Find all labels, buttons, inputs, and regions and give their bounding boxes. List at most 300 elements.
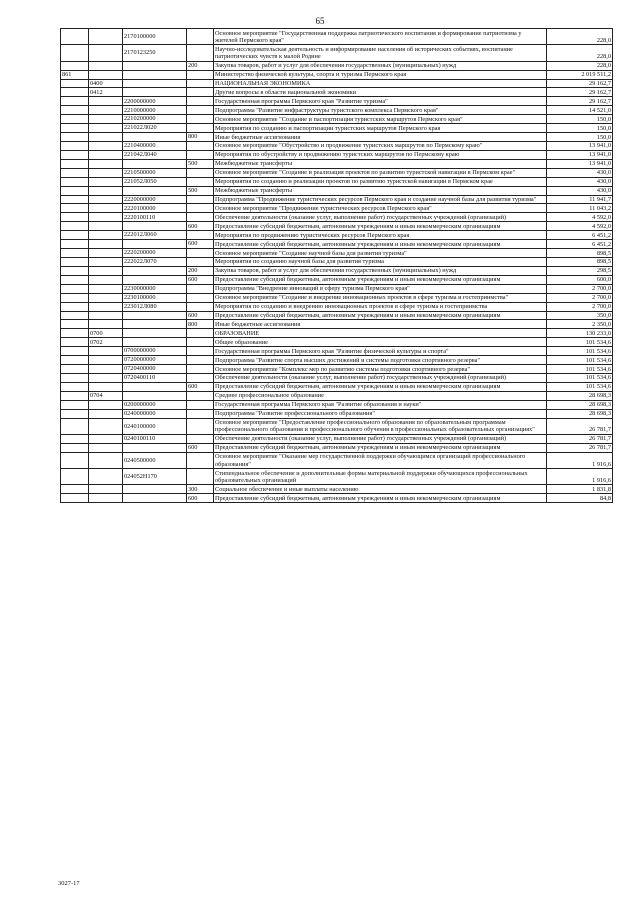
table-row: [61, 418, 613, 434]
section-code-cell: [89, 266, 123, 275]
section-code-cell: [89, 382, 123, 391]
expense-type-cell: 600: [187, 443, 214, 452]
amount-cell: 228,0: [547, 61, 613, 70]
department-code-cell: [61, 150, 89, 159]
item-name-cell: Основное мероприятие "Обустройство и продвижение туристских маршрутов по Пермскому краю": [214, 141, 547, 150]
expense-type-cell: [187, 45, 214, 61]
item-name-cell: Предоставление субсидий бюджетным, автономным учреждениям и иным некоммерческим организациям: [214, 240, 547, 249]
department-code-cell: [61, 222, 89, 231]
target-article-cell: [123, 61, 187, 70]
table-row: [61, 231, 613, 240]
amount-cell: 1 916,6: [547, 469, 613, 485]
target-article-cell: [123, 70, 187, 79]
department-code-cell: [61, 365, 89, 374]
target-article-cell: 222022Л070: [123, 257, 187, 266]
section-code-cell: [89, 195, 123, 204]
expense-type-cell: [187, 70, 214, 79]
department-code-cell: [61, 106, 89, 115]
section-code-cell: [89, 45, 123, 61]
table-row: [61, 347, 613, 356]
item-name-cell: Государственная программа Пермского края "Развитие физической культуры и спорта": [214, 347, 547, 356]
section-code-cell: [89, 293, 123, 302]
section-code-cell: [89, 177, 123, 186]
item-name-cell: Общее образование: [214, 338, 547, 347]
department-code-cell: [61, 195, 89, 204]
expense-type-cell: 200: [187, 61, 214, 70]
department-code-cell: [61, 320, 89, 329]
department-code-cell: [61, 338, 89, 347]
item-name-cell: Предоставление субсидий бюджетным, автономным учреждениям и иным некоммерческим организациям: [214, 311, 547, 320]
table-row: [61, 61, 613, 70]
section-code-cell: [89, 249, 123, 258]
department-code-cell: [61, 452, 89, 468]
item-name-cell: Основное мероприятие "Создание и реализация проектов по развитию туристской навигации в Пермском крае": [214, 168, 547, 177]
expense-type-cell: [187, 106, 214, 115]
target-article-cell: [123, 338, 187, 347]
department-code-cell: [61, 141, 89, 150]
table-row: [61, 434, 613, 443]
expense-type-cell: 500: [187, 186, 214, 195]
department-code-cell: [61, 400, 89, 409]
expense-type-cell: [187, 249, 214, 258]
amount-cell: 101 534,6: [547, 356, 613, 365]
department-code-cell: [61, 329, 89, 338]
department-code-cell: [61, 293, 89, 302]
expense-type-cell: [187, 257, 214, 266]
amount-cell: 26 781,7: [547, 434, 613, 443]
expense-type-cell: [187, 124, 214, 133]
item-name-cell: Предоставление субсидий бюджетным, автономным учреждениям и иным некоммерческим организациям: [214, 494, 547, 503]
target-article-cell: 0720400110: [123, 373, 187, 382]
table-row: [61, 400, 613, 409]
department-code-cell: [61, 97, 89, 106]
department-code-cell: [61, 311, 89, 320]
expense-type-cell: 800: [187, 133, 214, 142]
department-code-cell: [61, 88, 89, 97]
section-code-cell: [89, 133, 123, 142]
item-name-cell: Основное мероприятие "Создание и паспортизация туристских маршрутов Пермского края": [214, 115, 547, 124]
table-row: [61, 97, 613, 106]
target-article-cell: 221052Л050: [123, 177, 187, 186]
department-code-cell: [61, 79, 89, 88]
item-name-cell: НАЦИОНАЛЬНАЯ ЭКОНОМИКА: [214, 79, 547, 88]
department-code-cell: [61, 168, 89, 177]
section-code-cell: 0702: [89, 338, 123, 347]
section-code-cell: [89, 168, 123, 177]
item-name-cell: Межбюджетные трансферты: [214, 159, 547, 168]
expense-type-cell: [187, 204, 214, 213]
item-name-cell: Основное мероприятие "Создание научной базы для развития туризма": [214, 249, 547, 258]
section-code-cell: [89, 124, 123, 133]
amount-cell: 13 941,0: [547, 150, 613, 159]
target-article-cell: [123, 391, 187, 400]
expense-type-cell: [187, 195, 214, 204]
amount-cell: 298,5: [547, 266, 613, 275]
section-code-cell: 0412: [89, 88, 123, 97]
section-code-cell: [89, 373, 123, 382]
table-row: [61, 311, 613, 320]
target-article-cell: [123, 266, 187, 275]
amount-cell: 29 162,7: [547, 88, 613, 97]
section-code-cell: [89, 452, 123, 468]
section-code-cell: [89, 400, 123, 409]
item-name-cell: ОБРАЗОВАНИЕ: [214, 329, 547, 338]
target-article-cell: 2210400000: [123, 141, 187, 150]
amount-cell: 28 698,3: [547, 409, 613, 418]
table-row: [61, 320, 613, 329]
section-code-cell: [89, 231, 123, 240]
department-code-cell: [61, 356, 89, 365]
expense-type-cell: [187, 434, 214, 443]
target-article-cell: [123, 159, 187, 168]
expense-type-cell: [187, 373, 214, 382]
target-article-cell: [123, 79, 187, 88]
table-row: [61, 266, 613, 275]
target-article-cell: 221022Л020: [123, 124, 187, 133]
target-article-cell: 0240500000: [123, 452, 187, 468]
section-code-cell: [89, 106, 123, 115]
department-code-cell: [61, 302, 89, 311]
department-code-cell: [61, 29, 89, 45]
amount-cell: 11 941,7: [547, 195, 613, 204]
target-article-cell: [123, 329, 187, 338]
target-article-cell: 2210000000: [123, 106, 187, 115]
expense-type-cell: [187, 141, 214, 150]
item-name-cell: Мероприятия по созданию и паспортизации туристских маршрутов Пермского края: [214, 124, 547, 133]
department-code-cell: [61, 443, 89, 452]
amount-cell: 101 534,6: [547, 365, 613, 374]
item-name-cell: Закупка товаров, работ и услуг для обеспечения государственных (муниципальных) нужд: [214, 266, 547, 275]
amount-cell: 2 019 511,2: [547, 70, 613, 79]
section-code-cell: 0704: [89, 391, 123, 400]
target-article-cell: 221042Л040: [123, 150, 187, 159]
department-code-cell: [61, 275, 89, 284]
amount-cell: 1 916,6: [547, 452, 613, 468]
item-name-cell: Стипендиальное обеспечение и дополнительные формы материальной поддержки обучающихся профессиональных образовательных организаций: [214, 469, 547, 485]
target-article-cell: 2220000000: [123, 195, 187, 204]
expense-type-cell: [187, 329, 214, 338]
section-code-cell: [89, 204, 123, 213]
table-row: [61, 213, 613, 222]
section-code-cell: [89, 347, 123, 356]
item-name-cell: Другие вопросы в области национальной экономики: [214, 88, 547, 97]
amount-cell: 101 534,6: [547, 347, 613, 356]
expense-type-cell: [187, 79, 214, 88]
budget-table: [60, 28, 613, 503]
table-row: [61, 365, 613, 374]
section-code-cell: [89, 443, 123, 452]
item-name-cell: Подпрограмма "Внедрение инноваций в сферу туризма Пермского края": [214, 284, 547, 293]
table-row: [61, 249, 613, 258]
amount-cell: 150,0: [547, 115, 613, 124]
target-article-cell: 0240000000: [123, 409, 187, 418]
item-name-cell: Предоставление субсидий бюджетным, автономным учреждениям и иным некоммерческим организациям: [214, 382, 547, 391]
item-name-cell: Мероприятия по продвижению туристических ресурсов Пермского края: [214, 231, 547, 240]
item-name-cell: Мероприятия по созданию и реализации проектов по развитию туристской навигации в Пермском крае: [214, 177, 547, 186]
table-row: [61, 124, 613, 133]
target-article-cell: 0240100000: [123, 418, 187, 434]
target-article-cell: 0700000000: [123, 347, 187, 356]
section-code-cell: [89, 61, 123, 70]
item-name-cell: Закупка товаров, работ и услуг для обеспечения государственных (муниципальных) нужд: [214, 61, 547, 70]
expense-type-cell: [187, 302, 214, 311]
section-code-cell: [89, 240, 123, 249]
department-code-cell: [61, 204, 89, 213]
expense-type-cell: [187, 168, 214, 177]
amount-cell: 14 521,0: [547, 106, 613, 115]
expense-type-cell: 600: [187, 222, 214, 231]
amount-cell: 350,0: [547, 311, 613, 320]
table-row: [61, 141, 613, 150]
department-code-cell: [61, 373, 89, 382]
section-code-cell: [89, 365, 123, 374]
amount-cell: 150,0: [547, 133, 613, 142]
table-row: [61, 329, 613, 338]
department-code-cell: [61, 177, 89, 186]
target-article-cell: 222012Л060: [123, 231, 187, 240]
amount-cell: 28 698,3: [547, 391, 613, 400]
department-code-cell: [61, 469, 89, 485]
table-row: [61, 302, 613, 311]
department-code-cell: [61, 159, 89, 168]
section-code-cell: [89, 356, 123, 365]
amount-cell: 430,0: [547, 168, 613, 177]
amount-cell: 28 698,3: [547, 400, 613, 409]
department-code-cell: [61, 231, 89, 240]
department-code-cell: [61, 266, 89, 275]
table-row: [61, 150, 613, 159]
amount-cell: 29 162,7: [547, 79, 613, 88]
section-code-cell: [89, 320, 123, 329]
target-article-cell: 2220100110: [123, 213, 187, 222]
table-row: [61, 45, 613, 61]
amount-cell: 101 534,6: [547, 382, 613, 391]
table-row: [61, 382, 613, 391]
section-code-cell: [89, 257, 123, 266]
amount-cell: 150,0: [547, 124, 613, 133]
item-name-cell: Подпрограмма "Развитие профессионального образования": [214, 409, 547, 418]
section-code-cell: [89, 275, 123, 284]
amount-cell: 228,0: [547, 45, 613, 61]
table-row: [61, 222, 613, 231]
target-article-cell: 024052Н170: [123, 469, 187, 485]
expense-type-cell: [187, 293, 214, 302]
item-name-cell: Основное мероприятие "Комплекс мер по развитию системы подготовки спортивного резерва": [214, 365, 547, 374]
department-code-cell: [61, 284, 89, 293]
section-code-cell: [89, 213, 123, 222]
department-code-cell: [61, 61, 89, 70]
item-name-cell: Иные бюджетные ассигнования: [214, 320, 547, 329]
table-row: [61, 356, 613, 365]
expense-type-cell: [187, 231, 214, 240]
amount-cell: 2 700,0: [547, 284, 613, 293]
expense-type-cell: 600: [187, 240, 214, 249]
amount-cell: 29 162,7: [547, 97, 613, 106]
expense-type-cell: [187, 97, 214, 106]
amount-cell: 6 451,2: [547, 231, 613, 240]
section-code-cell: [89, 469, 123, 485]
amount-cell: 130 233,0: [547, 329, 613, 338]
section-code-cell: [89, 418, 123, 434]
section-code-cell: 0400: [89, 79, 123, 88]
table-row: [61, 257, 613, 266]
department-code-cell: [61, 124, 89, 133]
amount-cell: 84,8: [547, 494, 613, 503]
amount-cell: 2 350,0: [547, 320, 613, 329]
section-code-cell: [89, 115, 123, 124]
target-article-cell: 2200000000: [123, 97, 187, 106]
department-code-cell: [61, 494, 89, 503]
target-article-cell: 2170123250: [123, 45, 187, 61]
expense-type-cell: [187, 418, 214, 434]
expense-type-cell: [187, 284, 214, 293]
expense-type-cell: [187, 391, 214, 400]
target-article-cell: [123, 133, 187, 142]
table-row: [61, 204, 613, 213]
item-name-cell: Подпрограмма "Продвижение туристических ресурсов Пермского края и создание научной базы для развития туризма": [214, 195, 547, 204]
department-code-cell: [61, 213, 89, 222]
item-name-cell: Основное мероприятие "Продвижение туристических ресурсов Пермского края": [214, 204, 547, 213]
table-row: [61, 133, 613, 142]
table-row: [61, 452, 613, 468]
department-code-cell: [61, 45, 89, 61]
table-row: [61, 284, 613, 293]
amount-cell: 898,5: [547, 257, 613, 266]
item-name-cell: Основное мероприятие "Создание и внедрение инновационных проектов в сфере туризма и гостеприимства": [214, 293, 547, 302]
section-code-cell: [89, 409, 123, 418]
item-name-cell: Мероприятия по обустройству и продвижению туристских маршрутов по Пермскому краю: [214, 150, 547, 159]
amount-cell: 2 700,0: [547, 302, 613, 311]
amount-cell: 13 941,0: [547, 141, 613, 150]
target-article-cell: [123, 88, 187, 97]
department-code-cell: [61, 347, 89, 356]
section-code-cell: [89, 186, 123, 195]
section-code-cell: [89, 97, 123, 106]
department-code-cell: 861: [61, 70, 89, 79]
page-number: 65: [315, 16, 325, 26]
target-article-cell: [123, 320, 187, 329]
item-name-cell: Подпрограмма "Развитие инфраструктуры туристского комплекса Пермского края": [214, 106, 547, 115]
amount-cell: 430,0: [547, 177, 613, 186]
item-name-cell: Научно-исследовательская деятельность и информирование населения об исторических событиях, воспитание патриотических чувств к малой Родине: [214, 45, 547, 61]
budget-table-body: [61, 29, 613, 503]
expense-type-cell: 500: [187, 159, 214, 168]
table-row: [61, 88, 613, 97]
item-name-cell: Среднее профессиональное образование: [214, 391, 547, 400]
expense-type-cell: [187, 469, 214, 485]
expense-type-cell: [187, 150, 214, 159]
expense-type-cell: 600: [187, 275, 214, 284]
item-name-cell: Основное мероприятие "Предоставление профессионального образования по образовательным программам профессионального образования и профессионального обучения в профессиональных образовательных организациях": [214, 418, 547, 434]
target-article-cell: 0720400000: [123, 365, 187, 374]
expense-type-cell: [187, 409, 214, 418]
table-row: [61, 70, 613, 79]
amount-cell: 26 781,7: [547, 443, 613, 452]
amount-cell: 4 592,0: [547, 213, 613, 222]
item-name-cell: Межбюджетные трансферты: [214, 186, 547, 195]
department-code-cell: [61, 391, 89, 400]
amount-cell: 4 592,0: [547, 222, 613, 231]
target-article-cell: 2230100000: [123, 293, 187, 302]
amount-cell: 101 534,6: [547, 338, 613, 347]
expense-type-cell: [187, 115, 214, 124]
department-code-cell: [61, 409, 89, 418]
expense-type-cell: 600: [187, 494, 214, 503]
item-name-cell: Предоставление субсидий бюджетным, автономным учреждениям и иным некоммерческим организациям: [214, 443, 547, 452]
expense-type-cell: 600: [187, 382, 214, 391]
item-name-cell: Обеспечение деятельности (оказание услуг, выполнение работ) государственных учреждений (организаций): [214, 213, 547, 222]
item-name-cell: Мероприятия по созданию и внедрению инновационных проектов в сфере туризма и гостеприимства: [214, 302, 547, 311]
target-article-cell: [123, 222, 187, 231]
document-footer-code: 3027-17: [58, 880, 80, 887]
department-code-cell: [61, 257, 89, 266]
table-row: [61, 195, 613, 204]
item-name-cell: Мероприятия по созданию научной базы для развития туризма: [214, 257, 547, 266]
target-article-cell: 0240100110: [123, 434, 187, 443]
amount-cell: 11 043,2: [547, 204, 613, 213]
section-code-cell: [89, 29, 123, 45]
target-article-cell: [123, 186, 187, 195]
amount-cell: 430,0: [547, 186, 613, 195]
target-article-cell: 0200000000: [123, 400, 187, 409]
table-row: [61, 409, 613, 418]
table-row: [61, 391, 613, 400]
table-row: [61, 494, 613, 503]
table-row: [61, 338, 613, 347]
target-article-cell: 2220100000: [123, 204, 187, 213]
item-name-cell: Подпрограмма "Развитие спорта высших достижений и системы подготовки спортивного резерва": [214, 356, 547, 365]
department-code-cell: [61, 249, 89, 258]
target-article-cell: [123, 275, 187, 284]
section-code-cell: [89, 150, 123, 159]
section-code-cell: [89, 311, 123, 320]
table-row: [61, 159, 613, 168]
expense-type-cell: 300: [187, 485, 214, 494]
department-code-cell: [61, 418, 89, 434]
expense-type-cell: 200: [187, 266, 214, 275]
expense-type-cell: 800: [187, 320, 214, 329]
section-code-cell: [89, 70, 123, 79]
target-article-cell: 2230000000: [123, 284, 187, 293]
section-code-cell: [89, 141, 123, 150]
amount-cell: 228,0: [547, 29, 613, 45]
amount-cell: 26 781,7: [547, 418, 613, 434]
table-row: [61, 168, 613, 177]
target-article-cell: [123, 494, 187, 503]
section-code-cell: [89, 222, 123, 231]
target-article-cell: 2210500000: [123, 168, 187, 177]
expense-type-cell: [187, 29, 214, 45]
expense-type-cell: [187, 365, 214, 374]
target-article-cell: 2210200000: [123, 115, 187, 124]
item-name-cell: Обеспечение деятельности (оказание услуг, выполнение работ) государственных учреждений (организаций): [214, 373, 547, 382]
expense-type-cell: [187, 356, 214, 365]
expense-type-cell: [187, 347, 214, 356]
department-code-cell: [61, 485, 89, 494]
department-code-cell: [61, 240, 89, 249]
item-name-cell: Социальное обеспечение и иные выплаты населению: [214, 485, 547, 494]
amount-cell: 898,5: [547, 249, 613, 258]
target-article-cell: [123, 443, 187, 452]
target-article-cell: 2170100000: [123, 29, 187, 45]
expense-type-cell: [187, 400, 214, 409]
table-row: [61, 469, 613, 485]
target-article-cell: [123, 240, 187, 249]
item-name-cell: Предоставление субсидий бюджетным, автономным учреждениям и иным некоммерческим организациям: [214, 275, 547, 284]
amount-cell: 1 831,8: [547, 485, 613, 494]
amount-cell: 13 941,0: [547, 159, 613, 168]
expense-type-cell: [187, 452, 214, 468]
